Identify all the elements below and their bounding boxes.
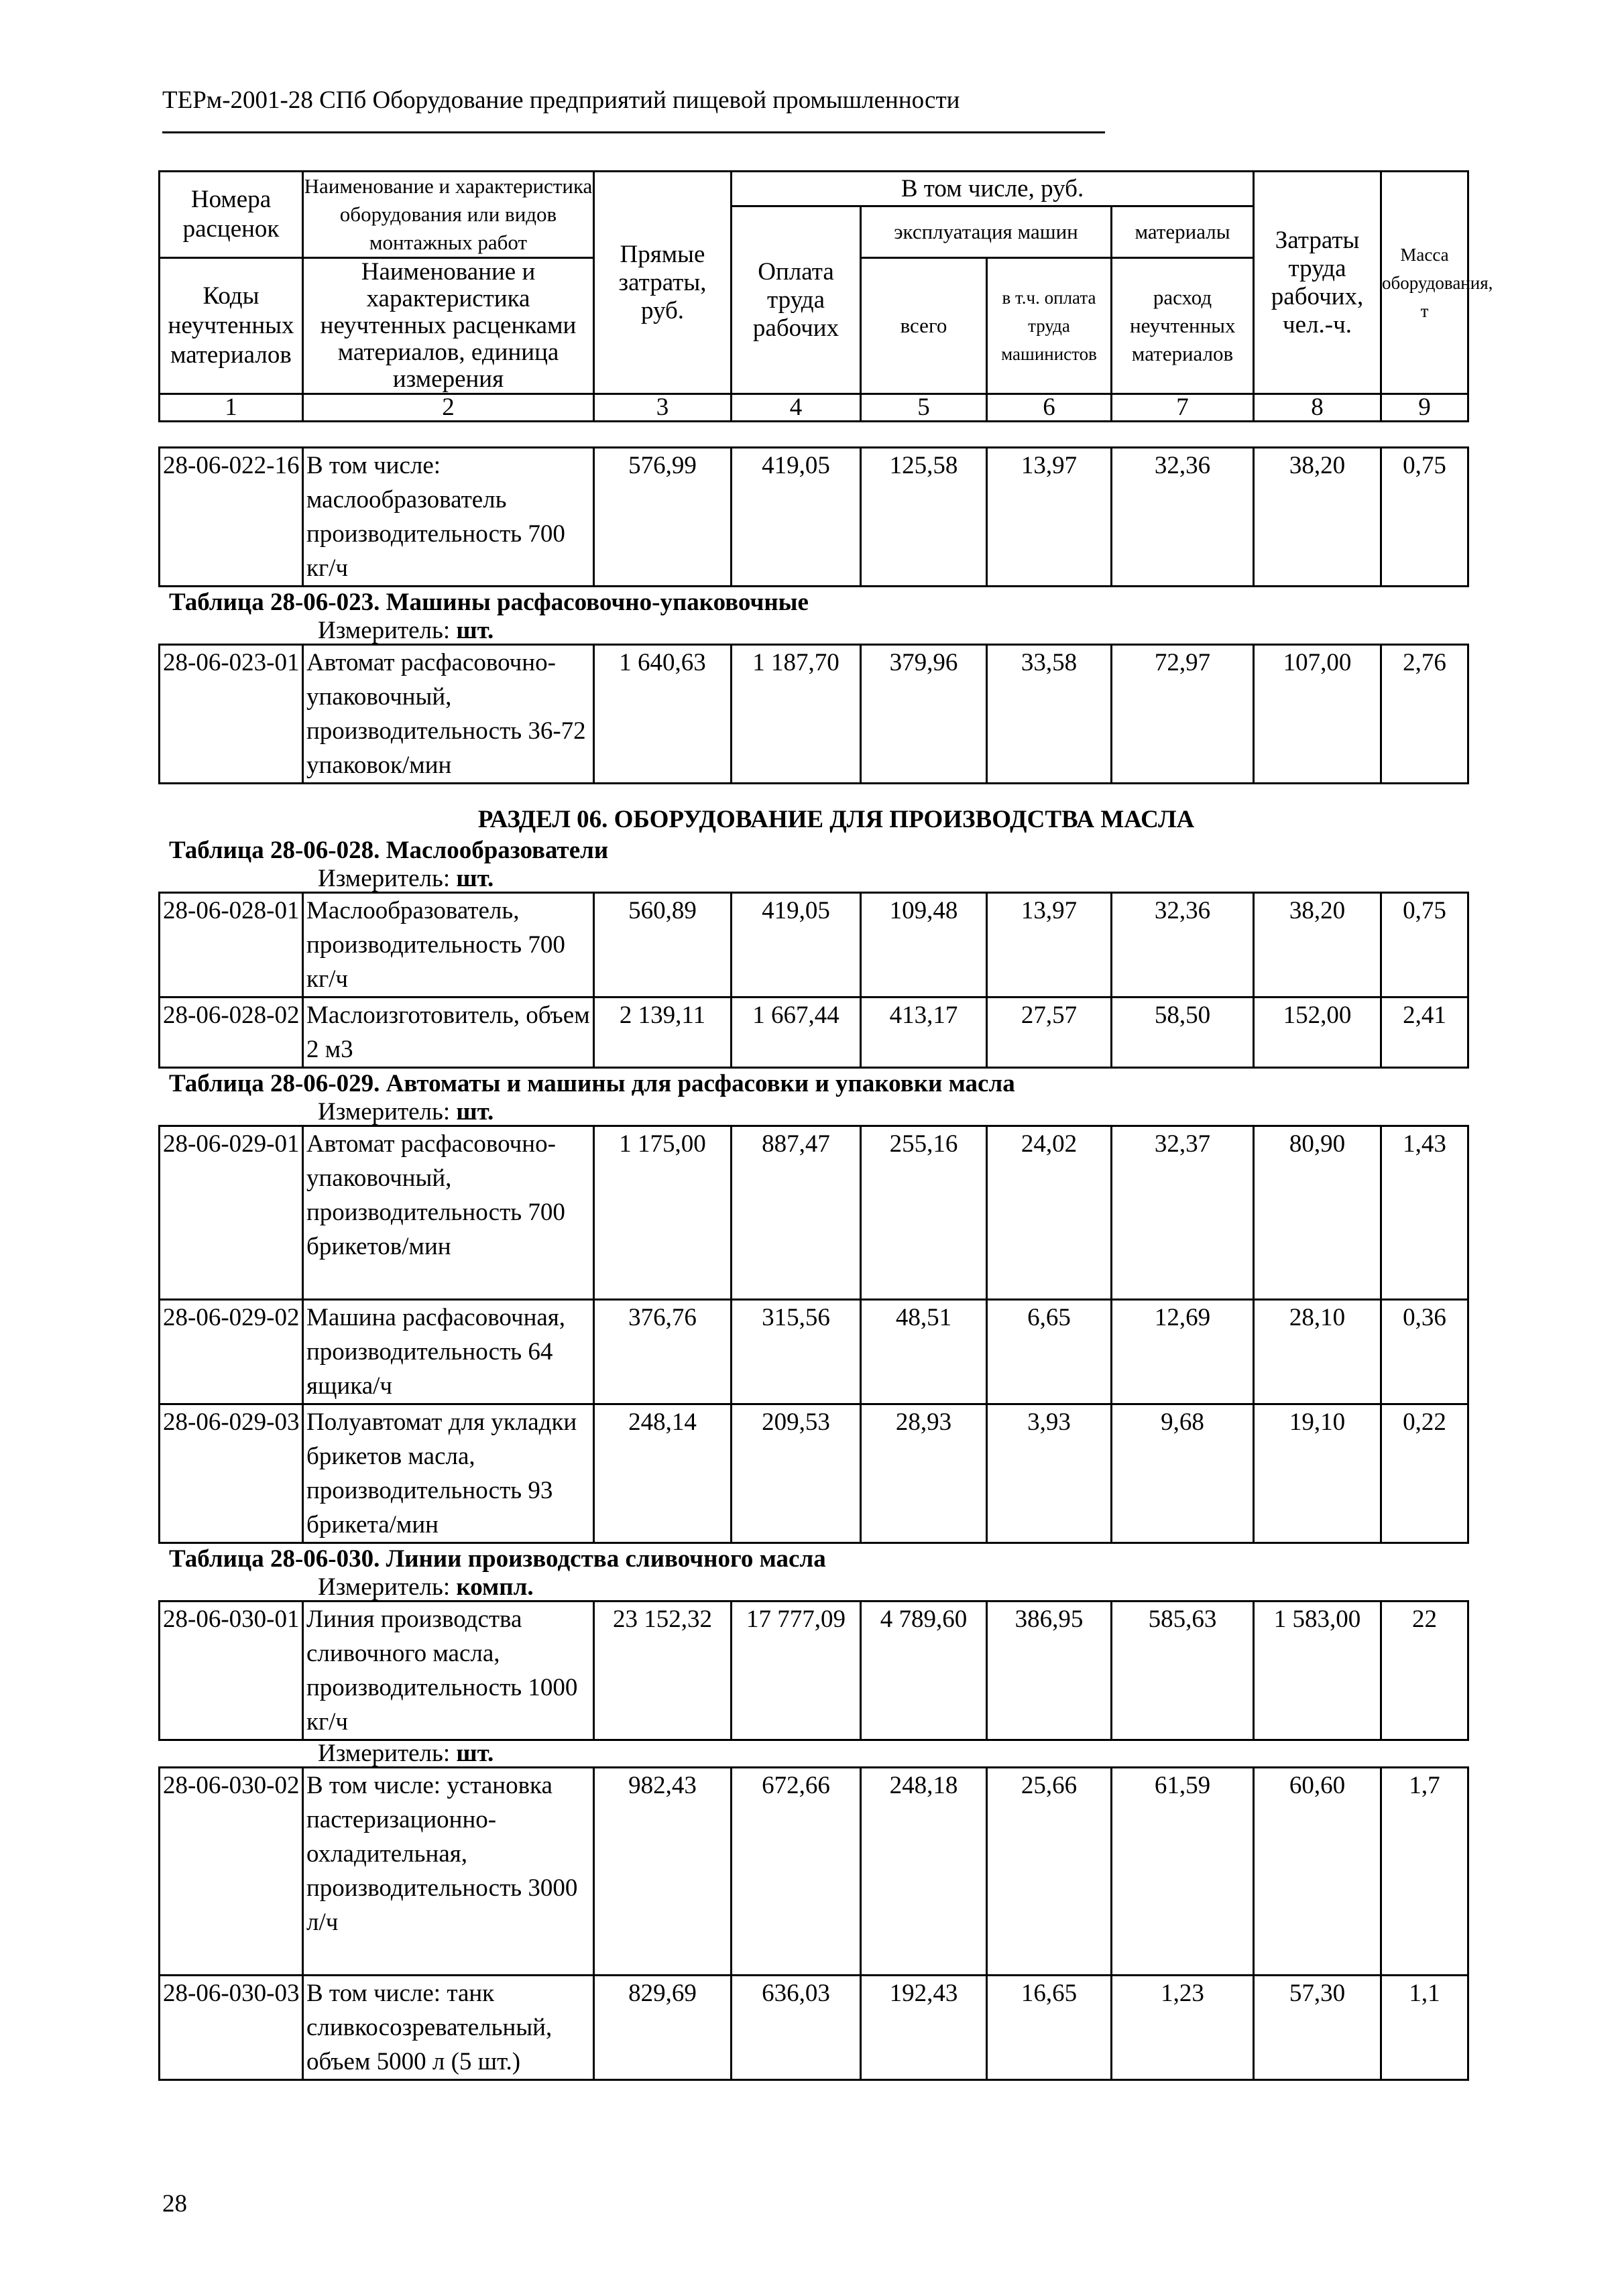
unit-label: Измеритель: (318, 1573, 451, 1601)
hours-value: 80,90 (1254, 1126, 1381, 1300)
col-index-3: 3 (594, 394, 732, 422)
unit-label: Измеритель: (318, 1098, 451, 1126)
direct-value: 23 152,32 (594, 1602, 732, 1740)
col-header-work-name: Наименование и характеристика оборудования или видов монтажных работ (303, 172, 594, 258)
rate-table (158, 644, 1469, 784)
materials-value: 61,59 (1112, 1768, 1254, 1976)
rate-code: 28-06-029-03 (160, 1404, 303, 1543)
labor-value: 1 187,70 (732, 645, 861, 784)
table-row (160, 893, 1468, 998)
table-row (160, 448, 1468, 587)
mass-value: 0,36 (1381, 1300, 1468, 1404)
col-index-6: 6 (987, 394, 1112, 422)
col-header-worker-pay: Оплата труда рабочих (732, 206, 861, 394)
hours-value: 60,60 (1254, 1768, 1381, 1976)
col-header-labor-hours: Затраты труда рабочих, чел.-ч. (1254, 172, 1381, 394)
operators-value: 27,57 (987, 998, 1112, 1068)
col-header-machines-total: всего (861, 258, 987, 394)
mass-value: 1,43 (1381, 1126, 1468, 1300)
unit-value: шт. (456, 1098, 494, 1126)
table-row (160, 1976, 1468, 2080)
rate-table (158, 1600, 1469, 1741)
col-header-direct-costs: Прямые затраты, руб. (594, 172, 732, 394)
table-row (160, 1602, 1468, 1740)
hours-value: 152,00 (1254, 998, 1381, 1068)
operators-value: 3,93 (987, 1404, 1112, 1543)
materials-value: 32,36 (1112, 893, 1254, 998)
hours-value: 28,10 (1254, 1300, 1381, 1404)
machines-value: 109,48 (861, 893, 987, 998)
unit-of-measure (318, 1575, 1467, 1600)
col-header-unaccounted-materials: Наименование и характеристика неучтенных расценками материалов, единица измерения (303, 258, 594, 394)
work-name: Машина расфасовочная, производительность 64 ящика/ч (303, 1300, 594, 1404)
unit-of-measure (318, 1741, 1467, 1766)
rate-table (158, 892, 1469, 1069)
mass-value: 1,1 (1381, 1976, 1468, 2080)
labor-value: 315,56 (732, 1300, 861, 1404)
hours-value: 107,00 (1254, 645, 1381, 784)
operators-value: 24,02 (987, 1126, 1112, 1300)
unit-of-measure (318, 866, 1467, 892)
section-heading: РАЗДЕЛ 06. ОБОРУДОВАНИЕ ДЛЯ ПРОИЗВОДСТВА МАСЛА (477, 806, 1195, 833)
column-header-table (158, 170, 1493, 422)
machines-value: 413,17 (861, 998, 987, 1068)
page-header: ТЕРм-2001-28 СПб Оборудование предприятий пищевой промышленности (162, 86, 960, 114)
col-index-2: 2 (303, 394, 594, 422)
header-rule (162, 131, 1105, 133)
direct-value: 576,99 (594, 448, 732, 587)
rate-code: 28-06-029-01 (160, 1126, 303, 1300)
unit-of-measure (318, 1099, 1467, 1125)
work-name: Маслообразователь, производительность 700 кг/ч (303, 893, 594, 998)
work-name: В том числе: танк сливкосозревательный, объем 5000 л (5 шт.) (303, 1976, 594, 2080)
direct-value: 560,89 (594, 893, 732, 998)
col-index-4: 4 (732, 394, 861, 422)
table-row (160, 1300, 1468, 1404)
direct-value: 1 175,00 (594, 1126, 732, 1300)
table-row (160, 1768, 1468, 1976)
hours-value: 57,30 (1254, 1976, 1381, 2080)
work-name: Маслоизготовитель, объем 2 м3 (303, 998, 594, 1068)
work-name: Автомат расфасовочно-упаковочный, производительность 36-72 упаковок/мин (303, 645, 594, 784)
operators-value: 386,95 (987, 1602, 1112, 1740)
materials-value: 1,23 (1112, 1976, 1254, 2080)
machines-value: 379,96 (861, 645, 987, 784)
work-name: Линия производства сливочного масла, производительность 1000 кг/ч (303, 1602, 594, 1740)
unit-of-measure (318, 618, 1467, 644)
rate-table (158, 1766, 1469, 2081)
col-header-material-consumption: расход неучтенных материалов (1112, 258, 1254, 394)
labor-value: 887,47 (732, 1126, 861, 1300)
machines-value: 48,51 (861, 1300, 987, 1404)
col-index-1: 1 (160, 394, 303, 422)
document-body (158, 170, 1493, 2081)
table-row (160, 645, 1468, 784)
unit-value: шт. (456, 617, 494, 644)
col-index-8: 8 (1254, 394, 1381, 422)
machines-value: 28,93 (861, 1404, 987, 1543)
materials-value: 12,69 (1112, 1300, 1254, 1404)
col-header-materials: материалы (1112, 206, 1254, 258)
rate-code: 28-06-030-03 (160, 1976, 303, 2080)
machines-value: 125,58 (861, 448, 987, 587)
rate-code: 28-06-023-01 (160, 645, 303, 784)
col-header-rate-numbers: Номера расценок (160, 172, 303, 258)
col-header-including: В том числе, руб. (732, 172, 1254, 206)
mass-value: 2,41 (1381, 998, 1468, 1068)
hours-value: 1 583,00 (1254, 1602, 1381, 1740)
mass-value: 0,22 (1381, 1404, 1468, 1543)
hours-value: 19,10 (1254, 1404, 1381, 1543)
materials-value: 32,36 (1112, 448, 1254, 587)
machines-value: 192,43 (861, 1976, 987, 2080)
direct-value: 829,69 (594, 1976, 732, 2080)
page-number: 28 (162, 2190, 187, 2218)
rate-code: 28-06-030-02 (160, 1768, 303, 1976)
unit-label: Измеритель: (318, 617, 451, 644)
unit-value: шт. (456, 1740, 494, 1767)
labor-value: 1 667,44 (732, 998, 861, 1068)
hours-value: 38,20 (1254, 448, 1381, 587)
col-index-5: 5 (861, 394, 987, 422)
materials-value: 585,63 (1112, 1602, 1254, 1740)
mass-value: 2,76 (1381, 645, 1468, 784)
operators-value: 33,58 (987, 645, 1112, 784)
machines-value: 248,18 (861, 1768, 987, 1976)
direct-value: 248,14 (594, 1404, 732, 1543)
col-index-7: 7 (1112, 394, 1254, 422)
col-header-operators-pay: в т.ч. оплата труда машинистов (987, 258, 1112, 394)
machines-value: 255,16 (861, 1126, 987, 1300)
rate-table (158, 1125, 1469, 1544)
rate-code: 28-06-029-02 (160, 1300, 303, 1404)
mass-value: 1,7 (1381, 1768, 1468, 1976)
labor-value: 17 777,09 (732, 1602, 861, 1740)
rate-tables (158, 446, 1467, 2081)
mass-value: 22 (1381, 1602, 1468, 1740)
table-title: Таблица 28-06-030. Линии производства сливочного масла (169, 1545, 826, 1573)
work-name: В том числе: установка пастеризационно-охладительная, производительность 3000 л/ч (303, 1768, 594, 1976)
mass-value: 0,75 (1381, 893, 1468, 998)
materials-value: 58,50 (1112, 998, 1254, 1068)
rate-code: 28-06-028-02 (160, 998, 303, 1068)
col-header-equipment-mass: Масса оборудования, т (1381, 172, 1468, 394)
rate-table (158, 446, 1469, 587)
gap (158, 422, 1467, 446)
labor-value: 419,05 (732, 893, 861, 998)
col-header-machine-operation: эксплуатация машин (861, 206, 1112, 258)
direct-value: 2 139,11 (594, 998, 732, 1068)
labor-value: 636,03 (732, 1976, 861, 2080)
section-spacer (158, 784, 1467, 804)
unit-value: компл. (456, 1573, 534, 1601)
hours-value: 38,20 (1254, 893, 1381, 998)
direct-value: 1 640,63 (594, 645, 732, 784)
mass-value: 0,75 (1381, 448, 1468, 587)
operators-value: 16,65 (987, 1976, 1112, 2080)
table-title: Таблица 28-06-028. Маслообразователи (169, 837, 609, 864)
unit-value: шт. (456, 865, 494, 892)
table-row (160, 1404, 1468, 1543)
table-title: Таблица 28-06-023. Машины расфасовочно-упаковочные (169, 589, 809, 616)
unit-label: Измеритель: (318, 1740, 451, 1767)
work-name: В том числе: маслообразователь производительность 700 кг/ч (303, 448, 594, 587)
work-name: Полуавтомат для укладки брикетов масла, производительность 93 брикета/мин (303, 1404, 594, 1543)
col-header-unaccounted-codes: Коды неучтенных материалов (160, 258, 303, 394)
materials-value: 9,68 (1112, 1404, 1254, 1543)
operators-value: 6,65 (987, 1300, 1112, 1404)
operators-value: 13,97 (987, 893, 1112, 998)
materials-value: 32,37 (1112, 1126, 1254, 1300)
table-row (160, 998, 1468, 1068)
operators-value: 25,66 (987, 1768, 1112, 1976)
direct-value: 982,43 (594, 1768, 732, 1976)
rate-code: 28-06-028-01 (160, 893, 303, 998)
work-name: Автомат расфасовочно-упаковочный, производительность 700 брикетов/мин (303, 1126, 594, 1300)
materials-value: 72,97 (1112, 645, 1254, 784)
unit-label: Измеритель: (318, 865, 451, 892)
rate-code: 28-06-022-16 (160, 448, 303, 587)
labor-value: 672,66 (732, 1768, 861, 1976)
labor-value: 209,53 (732, 1404, 861, 1543)
operators-value: 13,97 (987, 448, 1112, 587)
rate-code: 28-06-030-01 (160, 1602, 303, 1740)
table-title: Таблица 28-06-029. Автоматы и машины для расфасовки и упаковки масла (169, 1070, 1015, 1097)
col-index-9: 9 (1381, 394, 1468, 422)
table-row (160, 1126, 1468, 1300)
direct-value: 376,76 (594, 1300, 732, 1404)
machines-value: 4 789,60 (861, 1602, 987, 1740)
labor-value: 419,05 (732, 448, 861, 587)
